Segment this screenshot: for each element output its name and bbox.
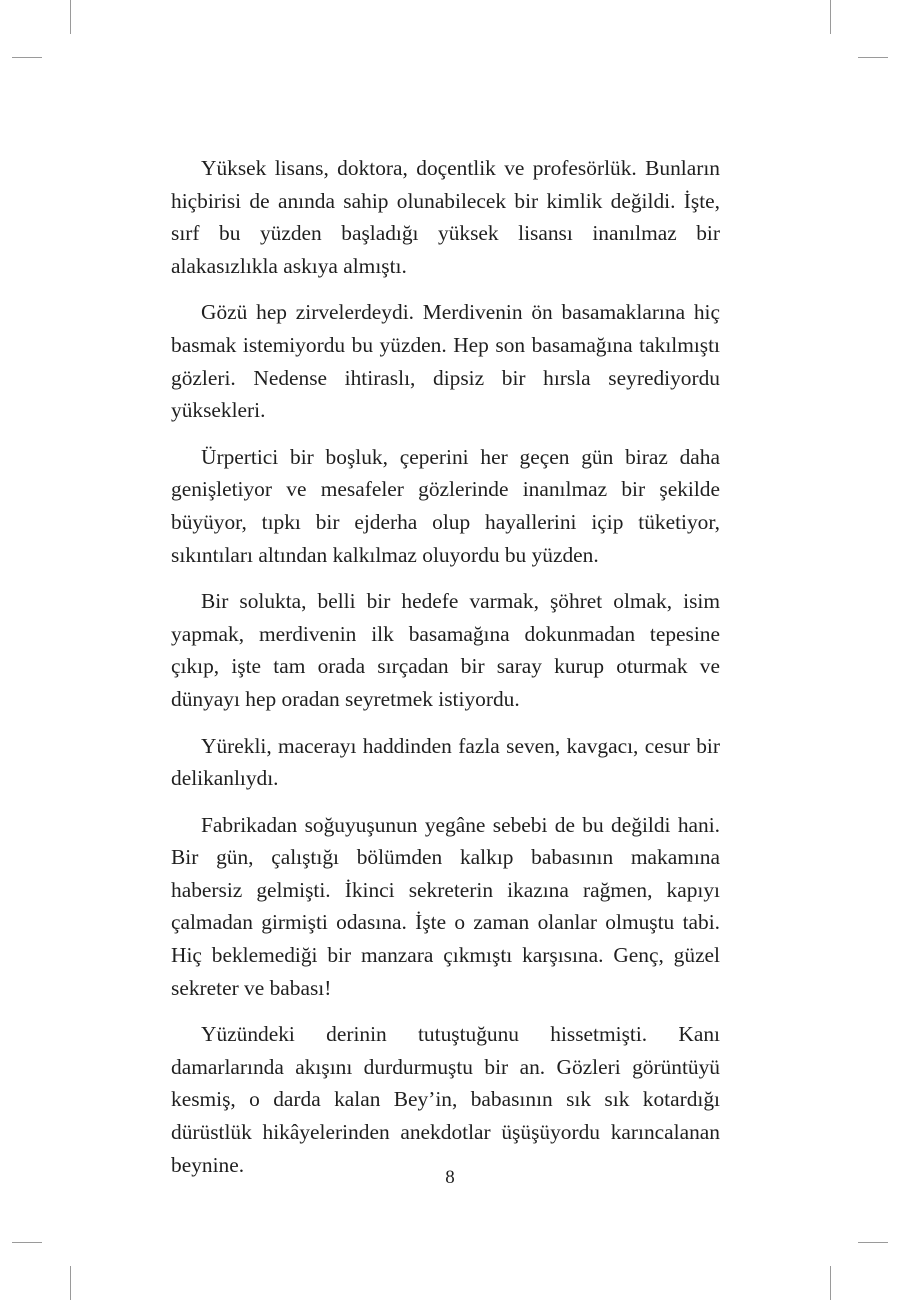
paragraph-2: Gözü hep zirvelerdeydi. Merdivenin ön basamaklarına hiç basmak istemiyordu bu yüzden. Hep son basamağına takılmıştı gözleri. Nedense ihtiraslı, dipsiz bir hırsla seyrediyordu yüksekleri. [171,300,720,423]
paragraph-3: Ürpertici bir boşluk, çeperini her geçen gün biraz daha genişletiyor ve mesafeler gözlerinde inanılmaz bir şekilde büyüyor, tıpkı bir ejderha olup hayallerini içip tüketiyor, sıkıntıları altından kalkılmaz oluyordu bu yüzden. [171,444,720,567]
crop-mark-top-left-horizontal [12,57,42,58]
body-text [171,152,720,1195]
paragraph-1: Yüksek lisans, doktora, doçentlik ve profesörlük. Bunların hiçbirisi de anında sahip olunabilecek bir kimlik değildi. İşte, sırf bu yüzden başladığı yüksek lisansı inanılmaz bir alakasızlıkla askıya almıştı. [171,156,720,278]
crop-mark-bottom-left-vertical [70,1266,71,1300]
crop-mark-top-left-vertical [70,0,71,34]
paragraph-4: Bir solukta, belli bir hedefe varmak, şöhret olmak, isim yapmak, merdivenin ilk basamağına dokunmadan tepesine çıkıp, işte tam orada sırçadan bir saray kurup oturmak ve dünyayı hep oradan seyretmek istiyordu. [171,589,720,711]
crop-mark-bottom-right-vertical [830,1266,831,1300]
crop-mark-top-right-horizontal [858,57,888,58]
paragraph-5: Yürekli, macerayı haddinden fazla seven, kavgacı, cesur bir delikanlıydı. [171,733,720,791]
crop-mark-bottom-right-horizontal [858,1242,888,1243]
paragraph-6: Fabrikadan soğuyuşunun yegâne sebebi de bu değildi hani. Bir gün, çalıştığı bölümden kalkıp babasının makamına habersiz gelmişti. İkinci sekreterin ikazına rağmen, kapıyı çalmadan girmişti odasına. İşte o zaman olanlar olmuştu tabi. Hiç beklemediği bir manzara çıkmıştı karşısına. Genç, güzel sekreter ve babası! [171,812,720,1000]
crop-mark-top-right-vertical [830,0,831,34]
paragraph-7: Yüzündeki derinin tutuştuğunu hissetmişti. Kanı damarlarında akışını durdurmuştu bir an. Gözleri görüntüyü kesmiş, o darda kalan Bey’in, babasının sık sık kotardığı dürüstlük hikâyelerinden anekdotlar üşüşüyordu karıncalanan beynine. [171,1022,720,1177]
page-number: 8 [445,1167,455,1188]
crop-mark-bottom-left-horizontal [12,1242,42,1243]
